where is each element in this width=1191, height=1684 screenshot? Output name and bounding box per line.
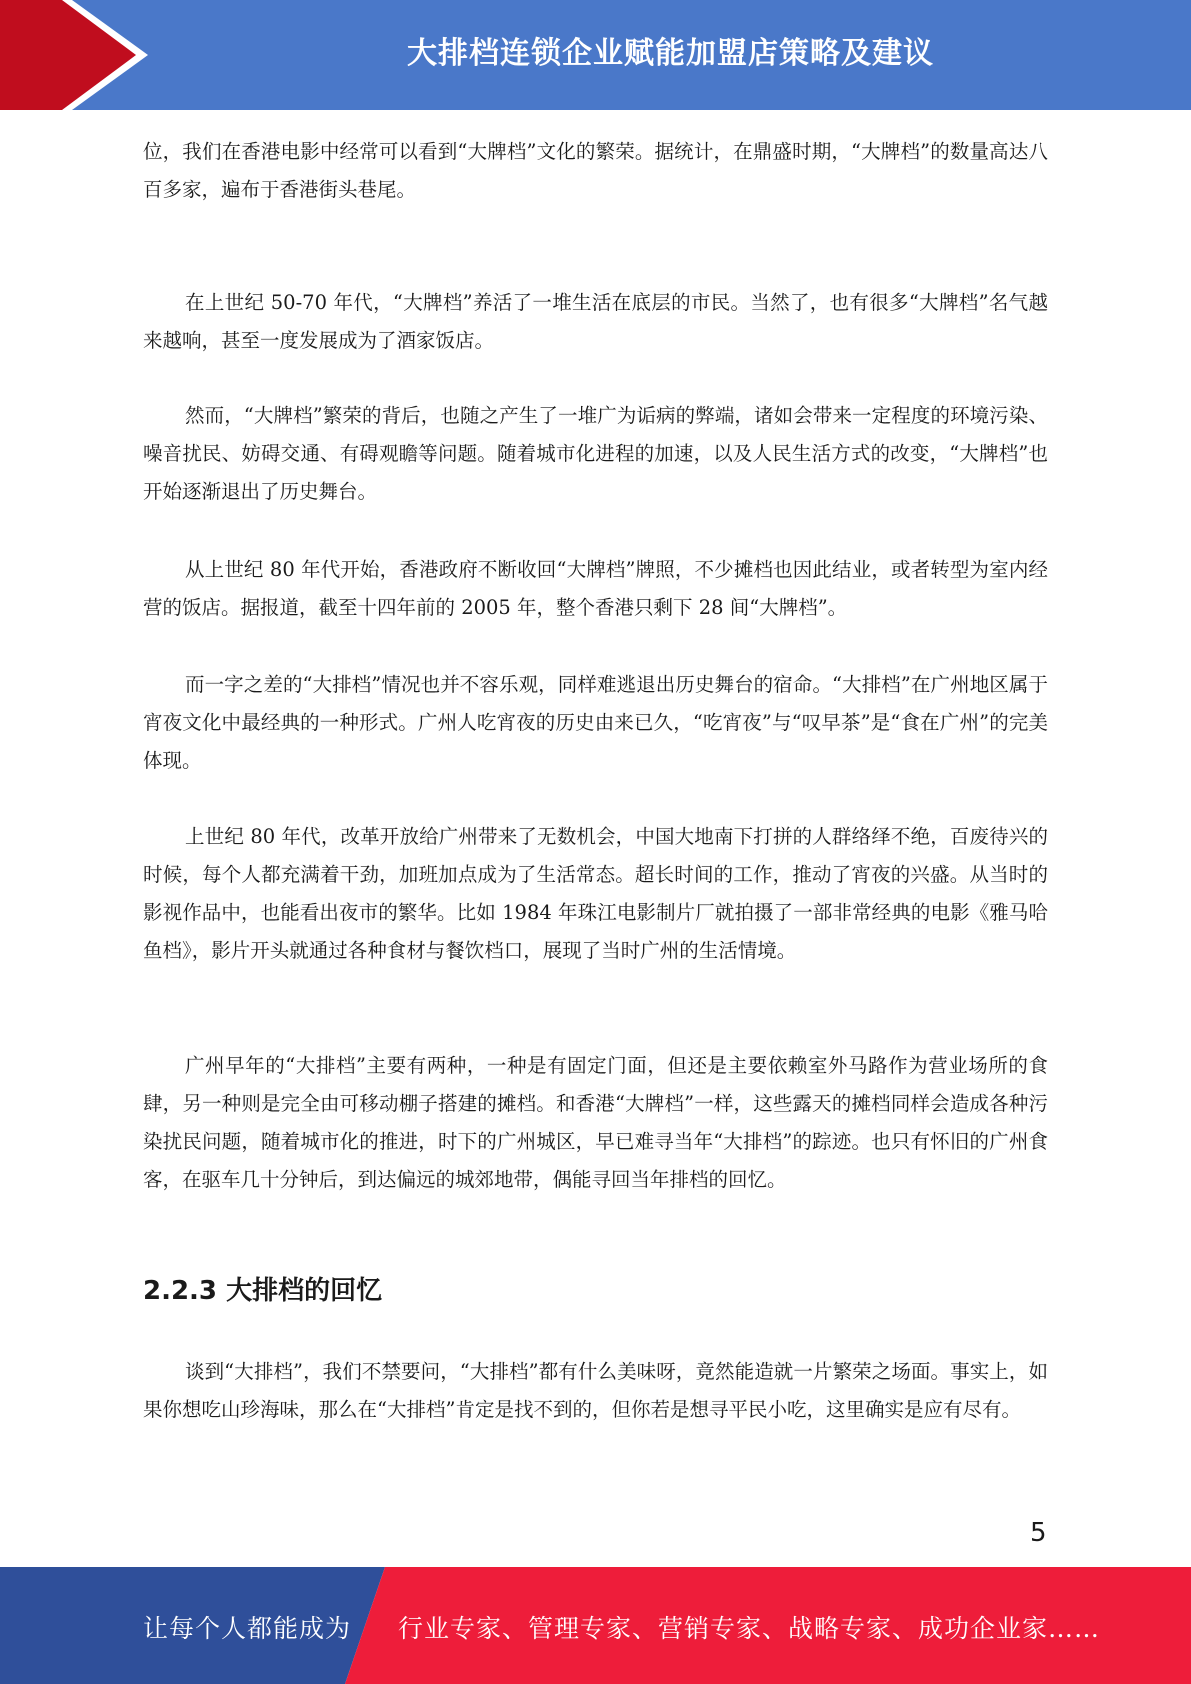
body-paragraph-4: 从上世纪 80 年代开始，香港政府不断收回“大牌档”牌照，不少摊档也因此结业，或者转型为室内经营的饭店。据报道，截至十四年前的 2005 年，整个香港只剩下 28 间“大牌档”。 — [143, 558, 1048, 619]
body-paragraph-6: 上世纪 80 年代，改革开放给广州带来了无数机会，中国大地南下打拼的人群络绎不绝，百废待兴的时候，每个人都充满着干劲，加班加点成为了生活常态。超长时间的工作，推动了宵夜的兴盛。从当时的影视作品中，也能看出夜市的繁华。比如 1984 年珠江电影制片厂就拍摄了一部非常经典的电影《雅马哈鱼档》，影片开头就通过各种食材与餐饮档口，展现了当时广州的生活情境。 — [143, 825, 1048, 962]
footer-slogan-left: 让每个人都能成为 — [143, 1614, 352, 1643]
body-paragraph-1: 位，我们在香港电影中经常可以看到“大牌档”文化的繁荣。据统计，在鼎盛时期，“大牌档”的数量高达八百多家，遍布于香港街头巷尾。 — [143, 140, 1048, 201]
footer-slogan-right: 行业专家、管理专家、营销专家、战略专家、成功企业家…… — [398, 1614, 1101, 1643]
page-number: 5 — [1030, 1518, 1047, 1548]
header-arrow-decoration — [0, 0, 160, 110]
page-header — [0, 0, 1191, 110]
body-paragraph-2: 在上世纪 50-70 年代，“大牌档”养活了一堆生活在底层的市民。当然了，也有很多“大牌档”名气越来越响，甚至一度发展成为了酒家饭店。 — [143, 291, 1048, 352]
page-footer — [0, 1567, 1191, 1684]
section-paragraph: 谈到“大排档”，我们不禁要问，“大排档”都有什么美味呀，竟然能造就一片繁荣之场面。事实上，如果你想吃山珍海味，那么在“大排档”肯定是找不到的，但你若是想寻平民小吃，这里确实是应有尽有。 — [143, 1360, 1048, 1421]
body-paragraph-7: 广州早年的“大排档”主要有两种，一种是有固定门面，但还是主要依赖室外马路作为营业场所的食肆，另一种则是完全由可移动棚子搭建的摊档。和香港“大牌档”一样，这些露天的摊档同样会造成各种污染扰民问题，随着城市化的推进，时下的广州城区，早已难寻当年“大排档”的踪迹。也只有怀旧的广州食客，在驱车几十分钟后，到达偏远的城郊地带，偶能寻回当年排档的回忆。 — [143, 1054, 1048, 1191]
body-paragraph-3: 然而，“大牌档”繁荣的背后，也随之产生了一堆广为诟病的弊端，诸如会带来一定程度的环境污染、噪音扰民、妨碍交通、有碍观瞻等问题。随着城市化进程的加速，以及人民生活方式的改变，“大牌档”也开始逐渐退出了历史舞台。 — [143, 404, 1048, 503]
body-paragraph-5: 而一字之差的“大排档”情况也并不容乐观，同样难逃退出历史舞台的宿命。“大排档”在广州地区属于宵夜文化中最经典的一种形式。广州人吃宵夜的历史由来已久，“吃宵夜”与“叹早茶”是“食在广州”的完美体现。 — [143, 673, 1048, 772]
section-heading: 2.2.3 大排档的回忆 — [143, 1276, 383, 1306]
document-title: 大排档连锁企业赋能加盟店策略及建议 — [407, 36, 934, 71]
